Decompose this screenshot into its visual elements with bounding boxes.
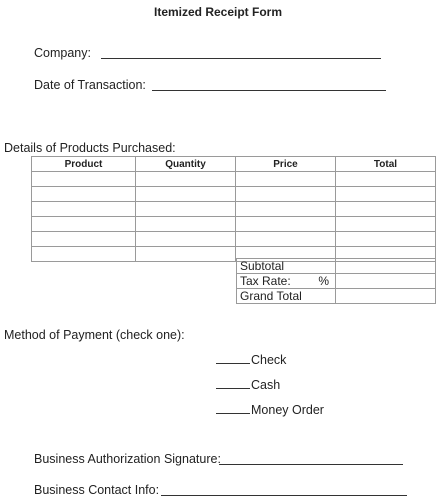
payment-option-check[interactable] xyxy=(216,353,286,367)
table-row xyxy=(32,202,436,217)
table-row xyxy=(32,172,436,187)
grand-total-row xyxy=(237,289,436,304)
cell-total[interactable] xyxy=(336,202,436,217)
contact-field[interactable] xyxy=(161,495,407,496)
cell-quantity[interactable] xyxy=(136,202,236,217)
cell-quantity[interactable] xyxy=(136,187,236,202)
check-label: Check xyxy=(251,353,287,367)
cell-total[interactable] xyxy=(336,172,436,187)
company-field[interactable] xyxy=(101,58,381,59)
cell-product[interactable] xyxy=(32,187,136,202)
date-field[interactable] xyxy=(152,90,386,91)
tax-percent-sign: % xyxy=(318,274,329,288)
cash-blank[interactable] xyxy=(216,387,250,389)
cell-product[interactable] xyxy=(32,172,136,187)
cell-quantity[interactable] xyxy=(136,232,236,247)
signature-label: Business Authorization Signature: xyxy=(34,452,221,466)
cell-price[interactable] xyxy=(236,232,336,247)
cell-price[interactable] xyxy=(236,187,336,202)
payment-option-cash[interactable] xyxy=(216,378,280,392)
products-table xyxy=(31,156,436,262)
table-row xyxy=(32,232,436,247)
payment-option-money-order[interactable] xyxy=(216,403,324,417)
cell-product[interactable] xyxy=(32,247,136,262)
cell-total[interactable] xyxy=(336,232,436,247)
tax-rate-label xyxy=(237,274,336,289)
subtotal-value[interactable] xyxy=(336,259,436,274)
grand-total-label: Grand Total xyxy=(237,289,336,304)
money-order-label: Money Order xyxy=(251,403,324,417)
check-blank[interactable] xyxy=(216,362,250,364)
cell-quantity[interactable] xyxy=(136,217,236,232)
cell-product[interactable] xyxy=(32,217,136,232)
contact-label: Business Contact Info: xyxy=(34,483,160,497)
tax-rate-value[interactable] xyxy=(336,274,436,289)
cell-price[interactable] xyxy=(236,217,336,232)
cell-quantity[interactable] xyxy=(136,247,236,262)
details-label: Details of Products Purchased: xyxy=(4,141,176,155)
money-order-blank[interactable] xyxy=(216,412,250,414)
table-row xyxy=(32,217,436,232)
totals-table xyxy=(236,258,436,304)
tax-rate-text: Tax Rate: xyxy=(240,274,291,288)
cash-label: Cash xyxy=(251,378,281,392)
table-header-row xyxy=(32,157,436,172)
cell-quantity[interactable] xyxy=(136,172,236,187)
header-price: Price xyxy=(236,157,336,172)
signature-field[interactable] xyxy=(219,464,403,465)
header-quantity: Quantity xyxy=(136,157,236,172)
cell-product[interactable] xyxy=(32,232,136,247)
header-product: Product xyxy=(32,157,136,172)
header-total: Total xyxy=(336,157,436,172)
table-row xyxy=(32,187,436,202)
subtotal-label: Subtotal xyxy=(237,259,336,274)
tax-rate-row xyxy=(237,274,436,289)
payment-method-label: Method of Payment (check one): xyxy=(4,328,185,342)
cell-price[interactable] xyxy=(236,172,336,187)
subtotal-row xyxy=(237,259,436,274)
cell-price[interactable] xyxy=(236,202,336,217)
date-label: Date of Transaction: xyxy=(34,78,146,92)
cell-total[interactable] xyxy=(336,217,436,232)
grand-total-value[interactable] xyxy=(336,289,436,304)
form-title: Itemized Receipt Form xyxy=(153,5,283,19)
company-label: Company: xyxy=(34,46,91,60)
cell-total[interactable] xyxy=(336,187,436,202)
cell-product[interactable] xyxy=(32,202,136,217)
